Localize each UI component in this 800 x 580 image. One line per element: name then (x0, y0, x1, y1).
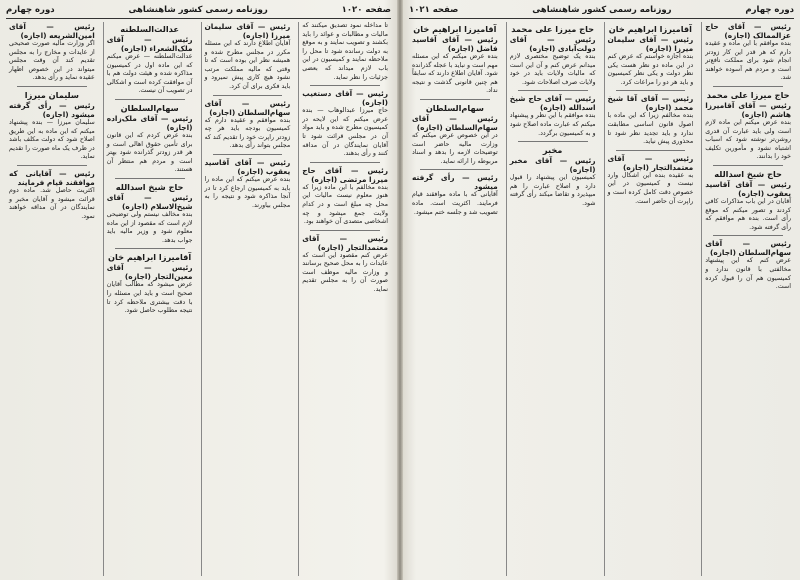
speech-text: بنده عرض میکنم که این مسئله مهم است و نباید با عجله گذرانده شود. آقایان اطلاع دارند که سابقاً هم چنین قانونی گذشت و نتیجه نداد. (411, 53, 498, 95)
speech-text: اگر وزارت مالیه صورت صحیحی از عایدات و مخارج را به مجلس تقدیم کند آن وقت مجلس میتواند در این خصوص اظهار عقیده نماید و رأی بدهد. (9, 40, 95, 82)
speech-text: بنده مخالفم زیرا که این ماده با اصول قانون اساسی مطابقت ندارد و باید تجدید نظر شود تا محذوری پیش نیاید. (607, 112, 694, 146)
speaker-heading: حاج میرزا علی محمد (706, 89, 790, 100)
speaker-line: رئیس — آقایانی که موافقند قیام فرمایند (9, 168, 95, 187)
speaker-line: رئیس — آقای دولت‌آبادی (اجازه) (509, 35, 596, 53)
speech-block (107, 182, 193, 245)
section-divider (310, 85, 380, 86)
speaker-line: رئیس — آقای معین‌التجار (اجازه) (106, 263, 193, 282)
speaker-heading: عدالت‌السلطنه (120, 24, 179, 34)
speech-block (205, 158, 291, 210)
speaker-line: رئیس — آقای شیخ‌الاسلام (اجازه) (106, 192, 193, 211)
speech-block (608, 24, 694, 87)
section-divider (713, 86, 783, 87)
section-divider (310, 162, 380, 163)
section-divider (310, 230, 380, 231)
speaker-line: رئیس — آقای سهام‌السلطان (اجازه) (412, 113, 498, 132)
speech-text: بنده موافقم با این ماده و عقیده دارم که هر قدر این کار زودتر انجام شود برای مملکت نافع‌تر است و مردم هم آسوده خواهند شد. (705, 40, 791, 82)
speaker-line: رئیس — آقای سلیمان میرزا (اجازه) (204, 22, 291, 40)
section-divider (213, 154, 283, 155)
speaker-heading: مخبر (542, 145, 563, 156)
speaker-line: رئیس — آقای حاج عزالممالک (اجازه) (705, 22, 791, 40)
speech-block (510, 94, 596, 138)
section-divider (420, 169, 490, 170)
speech-block (205, 99, 291, 151)
speaker-line: رئیس — آقای ملک‌زاده (اجازه) (106, 113, 193, 132)
text-column (298, 22, 391, 576)
speech-text: بنده عرض میکنم این ماده لازم است ولی باید عبارت آن قدری روشن‌تر نوشته شود که اسباب اشتباه نشود و مأمورین تکلیف خود را بدانند. (705, 118, 791, 161)
speech-block (608, 154, 694, 206)
text-column (103, 22, 196, 576)
speech-block (302, 89, 388, 159)
speech-block (302, 22, 388, 82)
speaker-line: رئیس — آقای امین‌الشریعه (اجازه) (9, 22, 95, 40)
speech-text: بنده عرض کردم که این قانون برای تأمین حقوق اهالی است و هر قدر زودتر گذرانده شود بهتر است و مردم هم منتظر آن هستند. (106, 131, 193, 174)
speech-block (9, 22, 95, 83)
section-divider (616, 150, 686, 151)
speaker-line: رئیس — آقای آقامیرزا هاشم (اجازه) (705, 100, 791, 119)
speaker-line: رئیس — آقای معتمدالتجار (اجازه) (302, 233, 388, 252)
speech-text: کمیسیون این پیشنهاد را قبول دارد و اصلاح عبارت را هم میپذیرد و تقاضا میکند رأی گرفته شود. (509, 174, 596, 207)
section-divider (115, 178, 185, 179)
speech-block (705, 22, 791, 83)
section-divider (17, 165, 87, 166)
speech-text: عرض کنم که این پیشنهاد مخالفتی با قانون ندارد و کمیسیون هم آن را قبول کرده است. (705, 257, 791, 291)
section-divider (420, 99, 490, 100)
speaker-heading: سهام‌السلطان (120, 102, 179, 113)
speaker-line: رئیس — آقای معتمدالتجار (اجازه) (607, 153, 694, 172)
text-column (201, 22, 294, 576)
right-header-rule (409, 18, 794, 19)
text-column (701, 22, 794, 576)
speech-text: بنده موافقم و عقیده دارم که کمیسیون بودجه باید هر چه زودتر راپرت خود را تقدیم کند که مجلس بتواند رأی بدهد. (204, 116, 291, 150)
text-column (604, 22, 697, 576)
speech-text: آقایان اطلاع دارند که این مسئله مکرر در مجلس مطرح شده و همیشه نظر این بوده است که تا وقتی که مالیه مملکت مرتب نشود هیچ کاری پیش نمیرود و باید فکری برای آن کرد. (204, 40, 291, 90)
speech-text: بنده اجازه خواستم که عرض کنم در این ماده دو نظر هست یکی نظر دولت و یکی نظر کمیسیون و باید هر دو را مراعات کرد. (607, 53, 694, 86)
speech-text: آقایان در این باب مذاکرات کافی کردند و تصور میکنم که موقع رأی است. بنده هم موافقم که رأی گرفته شود. (705, 197, 791, 231)
section-divider (213, 95, 283, 96)
speaker-line: رئیس — آقای حاج شیخ اسدالله (اجازه) (509, 94, 596, 113)
speech-block (705, 239, 791, 291)
speech-text: بنده عرض میکنم که این ماده را باید به کمیسیون ارجاع کرد تا در آنجا مذاکره شود و نتیجه را به مجلس بیاورند. (204, 175, 291, 209)
speaker-line: رئیس — آقای حاج میرزا مرتضی (اجازه) (302, 165, 388, 184)
speaker-heading: آقامیرزا ابراهیم خان (108, 252, 192, 263)
speaker-heading: سهام‌السلطان (425, 102, 484, 113)
speech-block (302, 234, 388, 295)
speech-text: بنده مخالف نیستم ولی توضیحی لازم است که مقصود از این ماده معلوم شود و وزیر مالیه باید جواب بدهد. (106, 210, 193, 244)
left-page-session: دوره چهارم (6, 5, 55, 15)
speaker-line: رئیس — آقای ملک‌الشعراء (اجازه) (106, 35, 193, 53)
speech-text: سلیمان میرزا — بنده پیشنهاد میکنم که این ماده به این طریق اصلاح شود که دولت مکلف باشد در ظرف یک ماه صورت را تقدیم نماید. (9, 118, 95, 161)
section-divider (115, 248, 185, 249)
speech-text: بنده مخالفم با این ماده زیرا که هنوز معلوم نیست مالیات این محل چه مبلغ است و در کدام ولایت جمع میشود و چه اشخاصی متصدی آن خواهند بود. (302, 183, 388, 226)
section-divider (518, 141, 588, 142)
text-column (409, 22, 501, 576)
speech-text: عدالت‌السلطنه — عرض میکنم که این ماده اول در کمیسیون مذاکره شده و هیئت دولت هم با آن موافقت کرده است و اشکالی در تصویب آن نیست. (106, 53, 193, 95)
section-divider (518, 90, 588, 91)
speaker-heading: آقامیرزا ابراهیم خان (608, 24, 692, 34)
speaker-line: رئیس — آقای مخبر (اجازه) (509, 156, 596, 175)
text-column (6, 22, 98, 576)
section-divider (17, 86, 87, 87)
speaker-line: رئیس — رأی گرفته میشود (412, 173, 498, 192)
speaker-line: رئیس — رأی گرفته میشود (اجازه) (9, 100, 95, 119)
right-page-columns (409, 22, 794, 576)
speech-block (302, 166, 388, 227)
text-column (506, 22, 599, 576)
speech-block (9, 169, 95, 221)
left-page (0, 0, 397, 580)
speech-block (107, 103, 193, 175)
speaker-line: رئیس — آقای سهام‌السلطان (اجازه) (705, 239, 791, 258)
speech-text: اکثریت حاصل شد. ماده دوم قرائت میشود و آقایان مخبر و نمایندگان در آن مداقه خواهند نمود. (9, 186, 95, 220)
speech-block (9, 90, 95, 162)
speaker-heading: حاج میرزا علی محمد (511, 24, 595, 34)
speaker-line: رئیس — آقای سلیمان میرزا (اجازه) (607, 35, 694, 53)
speech-block (412, 173, 498, 217)
left-header-rule (6, 18, 391, 19)
speaker-heading: آقامیرزا ابراهیم خان (413, 24, 497, 34)
speaker-line: رئیس — آقای آقاسید یعقوب (اجازه) (204, 157, 291, 176)
speech-block (510, 24, 596, 87)
speaker-line: رئیس — آقای آقاسید فاضل (اجازه) (412, 35, 498, 53)
speech-text: عرض میشود که مطالب آقایان صحیح است و باید این مسئله را با دقت بیشتری ملاحظه کرد تا نتیجه مطلوب حاصل شود. (106, 281, 193, 315)
right-page-session: دوره چهارم (745, 5, 794, 15)
speech-text: در این خصوص عرض میکنم که وزارت مالیه حاضر است توضیحات لازمه را بدهد و اسناد مربوطه را ارائه نماید. (412, 131, 498, 165)
speaker-heading: سلیمان میرزا (24, 89, 79, 100)
section-divider (115, 99, 185, 100)
speaker-line: رئیس — آقای سهام‌السلطان (اجازه) (204, 98, 291, 117)
left-page-header (6, 3, 391, 17)
speech-text: عرض کنم مقصود این است که عایدات را به محل صحیح برسانند و وزارت مالیه موظف است صورت آن را به مجلس تقدیم نماید. (302, 251, 388, 294)
speech-text: بنده یک توضیح مختصری لازم میدانم عرض کنم و آن این است که مالیات ولایات باید در خود ولایات صرف اصلاحات شود. (509, 53, 596, 86)
speaker-line: رئیس — آقای آقاسید یعقوب (اجازه) (705, 179, 791, 198)
speech-block (107, 252, 193, 315)
speech-text: تا مداخله نمود تصدیق میکنند که مالیات و مطالبات و عوائد را باید بکشند و تصویب نمایند و به موقع به دولت رسانده شود تا محل را ملاحظه نمایند و کمیسیون در این باب لازم میداند که بعضی جزئیات را نظر نماید. (302, 22, 388, 81)
speech-block (412, 24, 498, 96)
left-page-columns (6, 22, 391, 576)
speaker-line: رئیس — آقای آقا شیخ محمد (اجازه) (607, 94, 694, 113)
section-divider (713, 235, 783, 236)
speech-block (705, 90, 791, 162)
right-page-header (409, 3, 794, 17)
section-divider (616, 90, 686, 91)
speaker-heading: حاج شیخ اسدالله (115, 181, 184, 192)
right-page-number: صفحه ۱۰۲۱ (409, 5, 459, 15)
speech-block (205, 22, 291, 92)
speech-text: به عقیده بنده این اشکال وارد نیست و کمیسیون در این خصوص دقت کامل کرده است و راپرت آن حاضر است. (607, 171, 694, 205)
left-page-number: صفحه ۱۰۲۰ (341, 5, 391, 15)
speech-block (608, 94, 694, 146)
speech-block (412, 103, 498, 166)
section-divider (713, 165, 783, 166)
speech-text: بنده موافقم با این نظر و پیشنهاد میکنم که عبارت ماده اصلاح شود و به کمیسیون برگردد. (509, 112, 596, 137)
speaker-heading: حاج شیخ اسدالله (714, 168, 782, 179)
left-page-title: روزنامه رسمی کشور شاهنشاهی (128, 5, 268, 15)
speech-text: آقایانی که با ماده موافقند قیام فرمایند. اکثریت است. ماده تصویب شد و جلسه ختم میشود. (412, 191, 498, 216)
speech-block (705, 169, 791, 232)
speech-text: حاج میرزا عبدالوهاب — بنده عرض میکنم که این لایحه در کمیسیون مطرح شده و باید مواد آن در مجلس قرائت شود تا آقایان نمایندگان در آن مداقه کنند و رأی بدهند. (302, 107, 388, 158)
right-page-title: روزنامه رسمی کشور شاهنشاهی (532, 5, 672, 15)
speech-block (510, 145, 596, 208)
right-page (403, 0, 800, 580)
speech-block (107, 24, 193, 96)
speaker-line: رئیس — آقای دستغیب (اجازه) (302, 89, 388, 108)
